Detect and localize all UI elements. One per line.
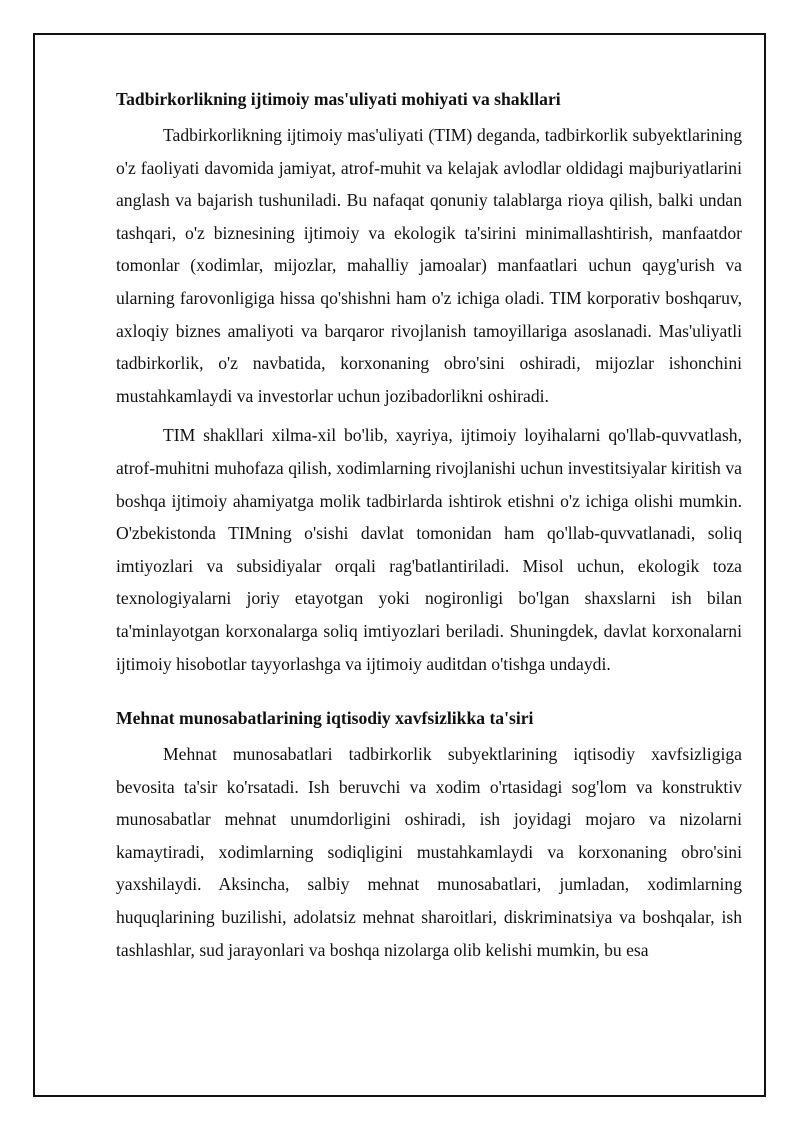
paragraph-csr-forms: TIM shakllari xilma-xil bo'lib, xayriya, ijtimoiy loyihalarni qo'llab-quvvatlash, atrof-muhitni muhofaza qilish, xodimlarning rivojlanishi uchun investitsiyalar kiritish va boshqa ijtimoiy ahamiyatga molik tadbirlarda ishtirok etishni o'z ichiga olishi mumkin. O'zbekistonda TIMning o'sishi davlat tomonidan ham qo'llab-quvvatlanadi, soliq imtiyozlari va subsidiyalar orqali rag'batlantiriladi. Misol uchun, ekologik toza texnologiyalarni joriy etayotgan yoki nogironligi bo'lgan shaxslarni ish bilan ta'minlayotgan korxonalarga soliq imtiyozlari beriladi. Shuningdek, davlat korxonalarni ijtimoiy hisobotlar tayyorlashga va ijtimoiy auditdan o'tishga undaydi. [116,425,742,674]
paragraph-labor-relations: Mehnat munosabatlari tadbirkorlik subyektlarining iqtisodiy xavfsizligiga bevosita ta'sir ko'rsatadi. Ish beruvchi va xodim o'rtasidagi sog'lom va konstruktiv munosabatlar mehnat unumdorligini oshiradi, ish joyidagi mojaro va nizolarni kamaytiradi, xodimlarning sodiqligini mustahkamlaydi va korxonaning obro'sini yaxshilaydi. Aksincha, salbiy mehnat munosabatlari, jumladan, xodimlarning huquqlarining buzilishi, adolatsiz mehnat sharoitlari, diskriminatsiya va boshqalar, ish tashlashlar, sud jarayonlari va boshqa nizolarga olib kelishi mumkin, bu esa [116,744,742,960]
document-body [116,86,742,966]
paragraph-csr-definition: Tadbirkorlikning ijtimoiy mas'uliyati (TIM) deganda, tadbirkorlik subyektlarining o'z faoliyati davomida jamiyat, atrof-muhit va kelajak avlodlar oldidagi majburiyatlarini anglash va bajarish tushuniladi. Bu nafaqat qonuniy talablarga rioya qilish, balki undan tashqari, o'z biznesining ijtimoiy va ekologik ta'sirini minimallashtirish, manfaatdor tomonlar (xodimlar, mijozlar, mahalliy jamoalar) manfaatlari uchun qayg'urish va ularning farovonligiga hissa qo'shishni ham o'z ichiga oladi. TIM korporativ boshqaruv, axloqiy biznes amaliyoti va barqaror rivojlanish tamoyillariga asoslanadi. Mas'uliyatli tadbirkorlik, o'z navbatida, korxonaning obro'sini oshiradi, mijozlar ishonchini mustahkamlaydi va investorlar uchun jozibadorlikni oshiradi. [116,125,742,406]
section-heading-labor-relations: Mehnat munosabatlarining iqtisodiy xavfsizlikka ta'siri [116,708,534,729]
section-heading-csr: Tadbirkorlikning ijtimoiy mas'uliyati mohiyati va shakllari [116,89,561,109]
